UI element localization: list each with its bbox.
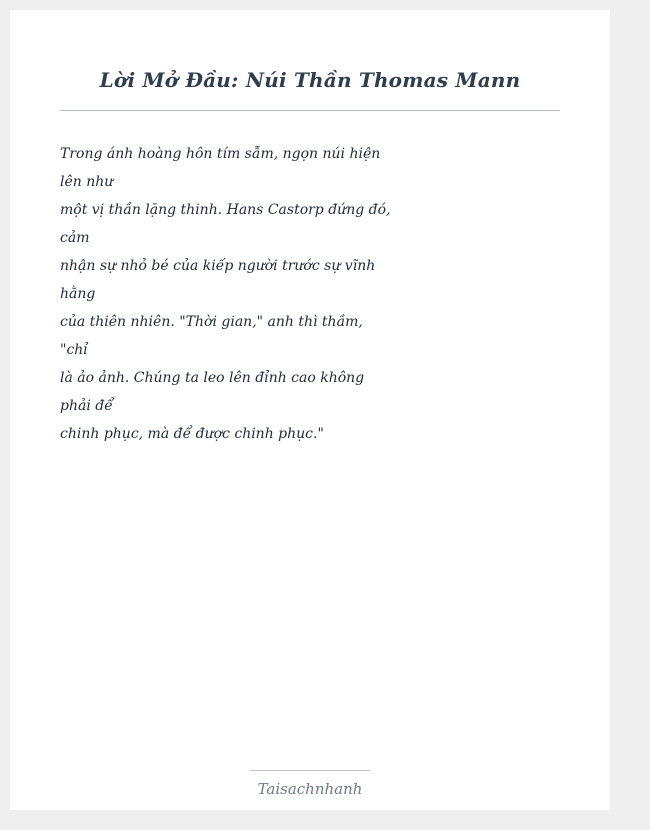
poem-line: chinh phục, mà để được chinh phục." — [60, 426, 324, 442]
poem-body — [60, 140, 391, 448]
poem-line: lên như — [60, 174, 114, 190]
poem-line: là ảo ảnh. Chúng ta leo lên đỉnh cao không — [60, 370, 365, 386]
document-page — [10, 10, 610, 810]
title-divider — [60, 110, 560, 111]
footer-divider — [250, 770, 370, 771]
footer-brand: Taisachnhanh — [257, 780, 363, 798]
poem-line: nhận sự nhỏ bé của kiếp người trước sự vĩnh — [60, 258, 376, 274]
poem-line: cảm — [60, 230, 90, 246]
poem-line: Trong ánh hoàng hôn tím sẫm, ngọn núi hiện — [60, 146, 381, 162]
poem-line: "chỉ — [60, 342, 88, 358]
page-title: Lời Mở Đầu: Núi Thần Thomas Mann — [99, 68, 521, 92]
poem-line: một vị thần lặng thinh. Hans Castorp đứng đó, — [60, 202, 391, 218]
poem-line: phải để — [60, 398, 113, 414]
poem-line: hằng — [60, 286, 96, 302]
poem-line: của thiên nhiên. "Thời gian," anh thì thầm, — [60, 314, 363, 330]
